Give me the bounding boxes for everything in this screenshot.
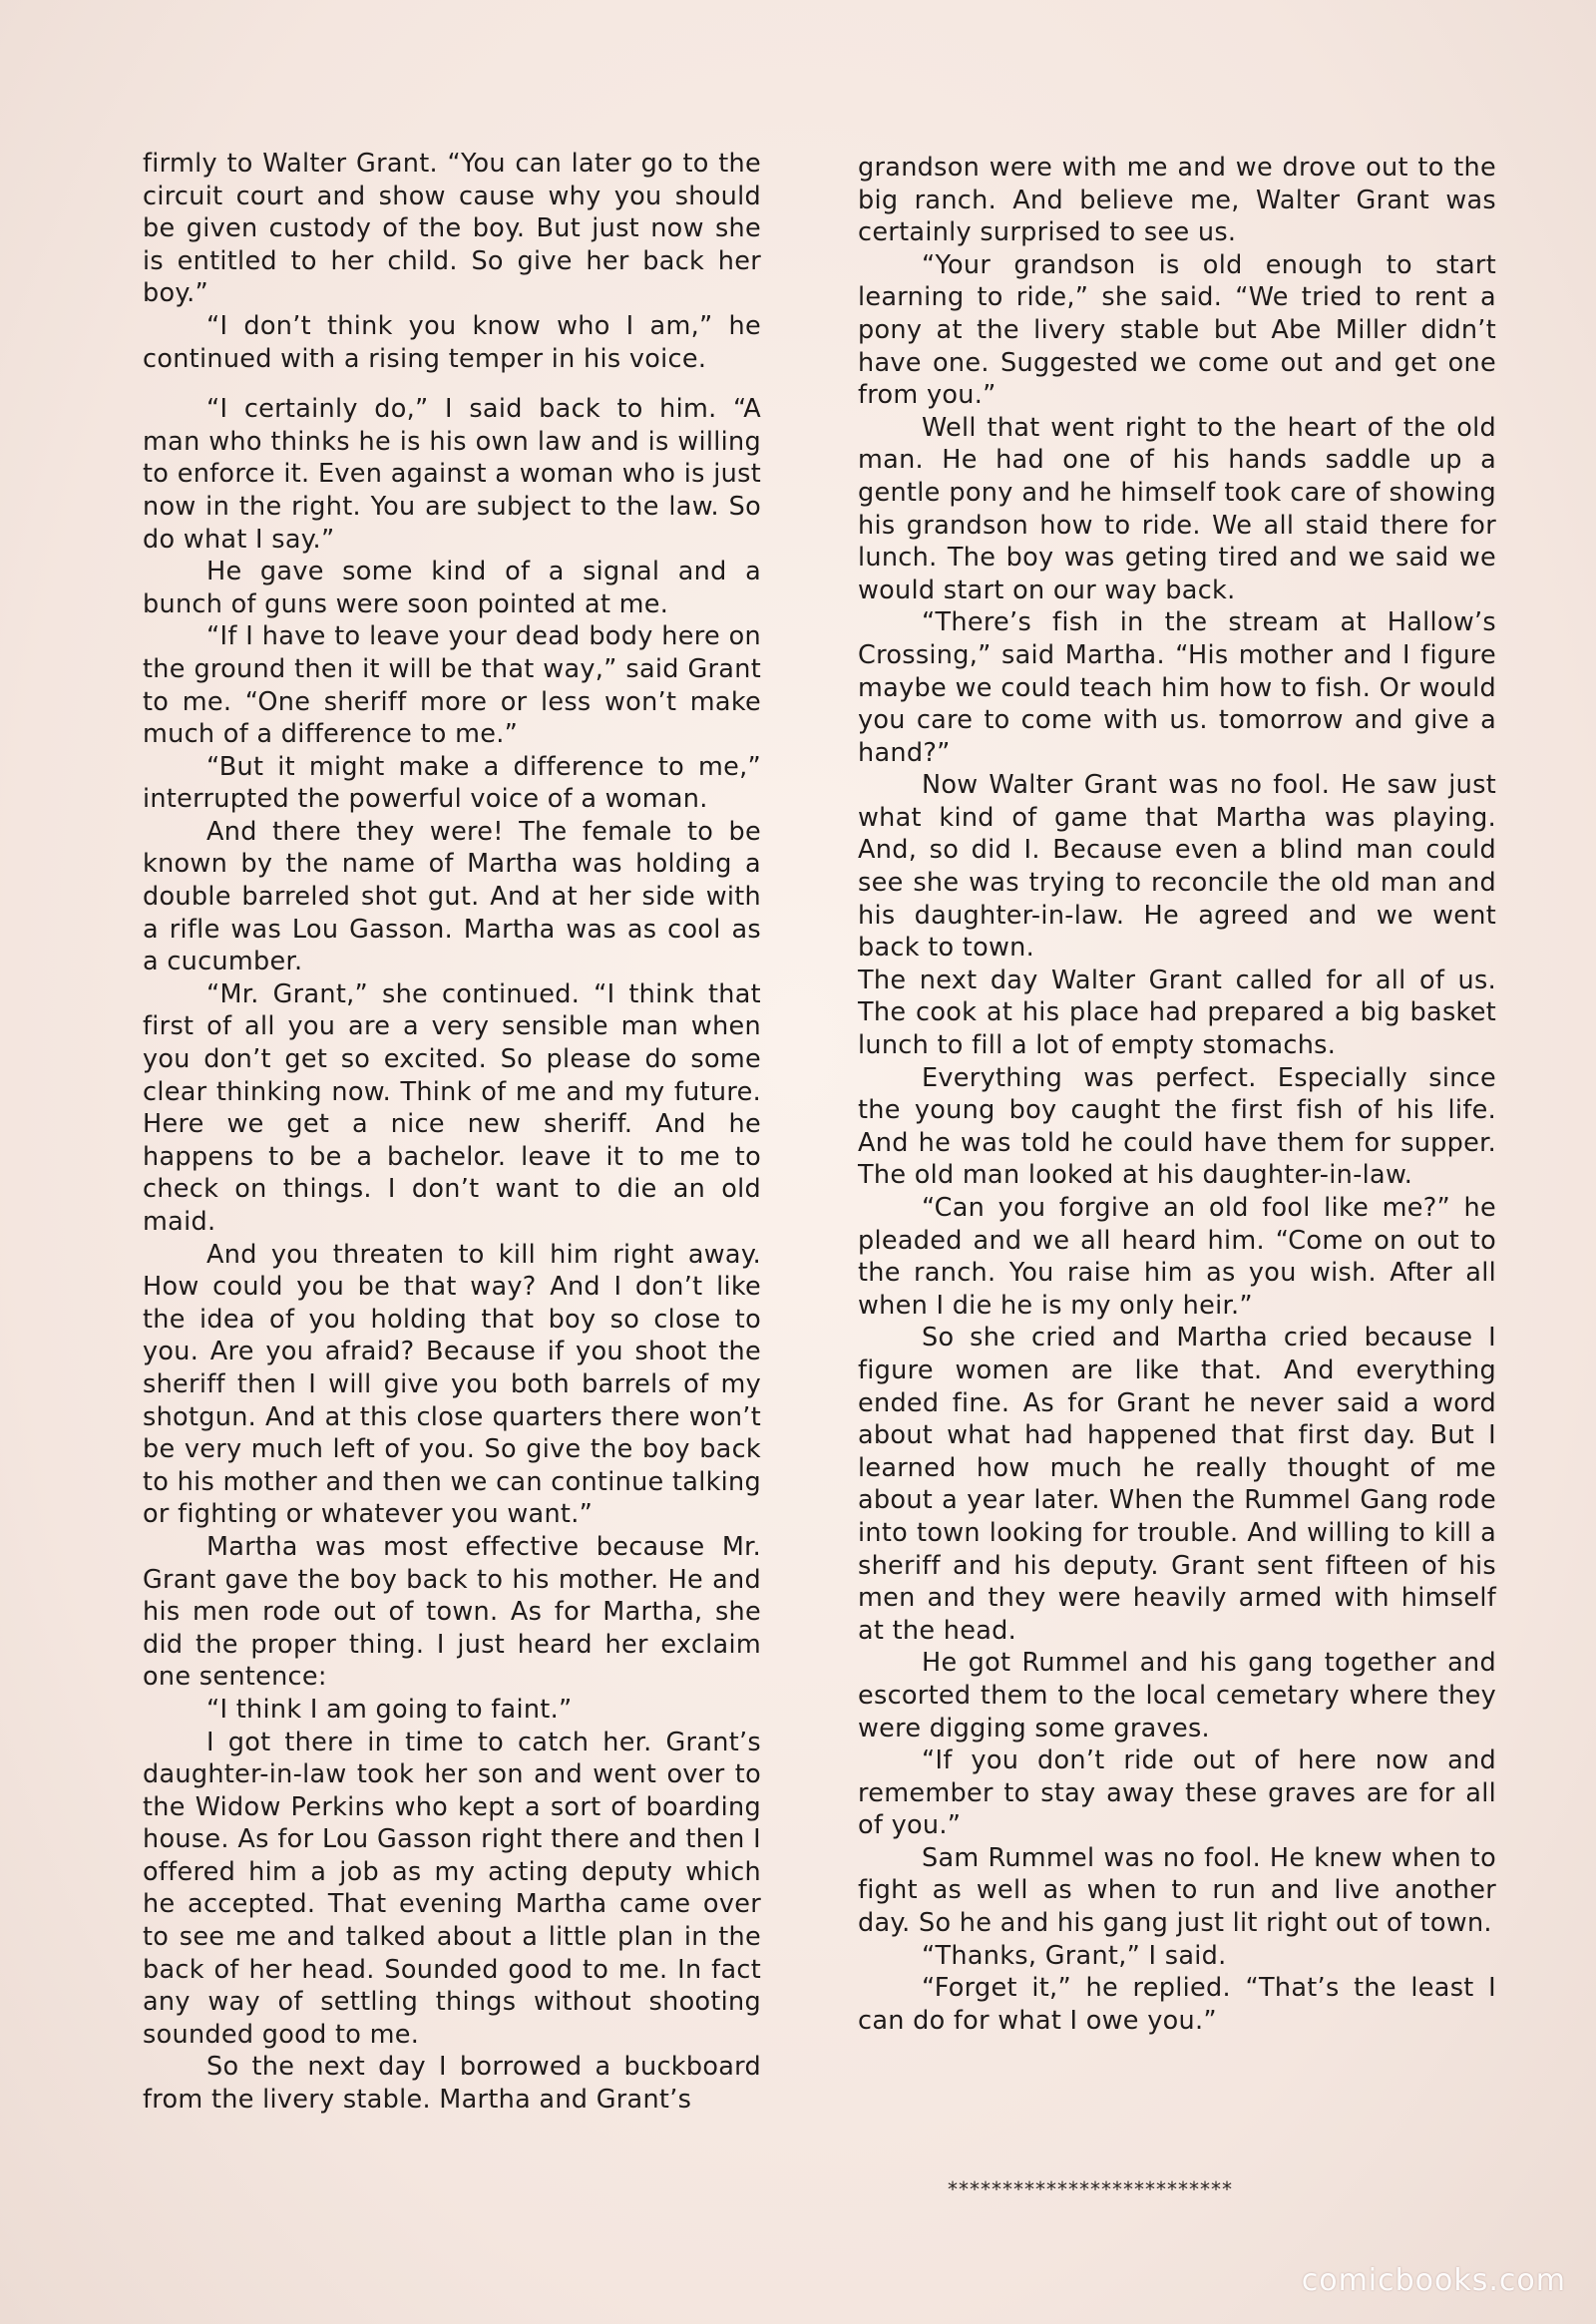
paragraph: Everything was perfect. Especially since the young boy caught the first fish of his life. And he was told he could have them for supper. The old man looked at his daughter-in-law. — [858, 1062, 1496, 1191]
paragraph: So she cried and Martha cried because I figure women are like that. And everything ended fine. As for Grant he never said a word about what had happened that first day. But I learned how much he really thought of me about a year later. When the Rummel Gang rode into town looking for trouble. And willing to kill a sheriff and his deputy. Grant sent fifteen of his men and they were heavily armed with himself at the head. — [858, 1323, 1496, 1646]
paragraph: And you threaten to kill him right away. How could you be that way? And I don’t like the idea of you holding that boy so close to you. Are you afraid? Because if you shoot the sheriff then I will give you both barrels of my shotgun. And at this close quarters there won’t be very much left of you. So give the boy back to his mother and then we can continue talking or fighting or whatever you want.” — [143, 1239, 761, 1530]
paragraph: firmly to Walter Grant. “You can later go to the circuit court and show cause why you should be given custody of the boy. But just now she is entitled to her child. So give her back her boy.” — [143, 149, 761, 309]
site-watermark: comicbooks.com — [1301, 2263, 1566, 2298]
paragraph: “I think I am going to faint.” — [206, 1694, 573, 1725]
paragraph: “If you don’t ride out of here now and remember to stay away these graves are for all of you.” — [858, 1745, 1496, 1841]
end-of-story-mark: ************************** — [948, 2177, 1233, 2201]
paragraph: And there they were! The female to be known by the name of Martha was holding a double barreled shot gut. And at her side with a rifle was Lou Gasson. Martha was as cool as a cucumber. — [143, 816, 761, 977]
right-text-column — [858, 152, 1496, 2037]
paragraph: “Mr. Grant,” she continued. “I think that first of all you are a very sensible man when you don’t get so excited. So please do some clear thinking now. Think of me and my future. Here we get a nice new sheriff. And he happens to be a bachelor. leave it to me to check on things. I don’t want to die an old maid. — [143, 978, 761, 1237]
paragraph: Now Walter Grant was no fool. He saw just what kind of game that Martha was playing. And, so did I. Because even a blind man could see she was trying to reconcile the old man and his daughter-in-law. He agreed and we went back to town. — [858, 770, 1496, 964]
paragraph: “But it might make a difference to me,” interrupted the powerful voice of a woman. — [143, 751, 761, 815]
paragraph: “Forget it,” he replied. “That’s the least I can do for what I owe you.” — [858, 1973, 1496, 2036]
paragraph: Well that went right to the heart of the old man. He had one of his hands saddle up a gentle pony and he himself took care of showing his grandson how to ride. We all staid there for lunch. The boy was geting tired and we said we would start on our way back. — [858, 412, 1496, 605]
paragraph: So the next day I borrowed a buckboard from the livery stable. Martha and Grant’s — [143, 2052, 761, 2116]
paragraph: “Can you forgive an old fool like me?” he pleaded and we all heard him. “Come on out to the ranch. You raise him as you wish. After all when I die he is my only heir.” — [858, 1193, 1496, 1321]
left-text-column — [143, 148, 761, 2117]
paragraph: “There’s fish in the stream at Hallow’s Crossing,” said Martha. “His mother and I figure maybe we could teach him how to fish. Or would you care to come with us. tomorrow and give a hand?” — [858, 607, 1496, 768]
paragraph: “Your grandson is old enough to start learning to ride,” she said. “We tried to rent a pony at the livery stable but Abe Miller didn’t have one. Suggested we come out and get one from you.” — [858, 249, 1496, 411]
paragraph: “I don’t think you know who I am,” he continued with a rising temper in his voice. — [143, 310, 761, 374]
paragraph: The next day Walter Grant called for all of us. The cook at his place had prepared a big basket lunch to fill a lot of empty stomachs. — [858, 965, 1496, 1061]
paragraph: Sam Rummel was no fool. He knew when to fight as well as when to run and live another day. So he and his gang just lit right out of town. — [858, 1842, 1496, 1939]
paragraph: grandson were with me and we drove out to the big ranch. And believe me, Walter Grant was certainly surprised to see us. — [858, 153, 1496, 248]
paragraph: “If I have to leave your dead body here on the ground then it will be that way,” said Grant to me. “One sheriff more or less won’t make much of a difference to me.” — [143, 621, 761, 750]
paragraph: He got Rummel and his gang together and escorted them to the local cemetary where they were digging some graves. — [858, 1648, 1496, 1743]
paragraph: Martha was most effective because Mr. Grant gave the boy back to his mother. He and his men rode out of town. As for Martha, she did the proper thing. I just heard her exclaim one sentence: — [143, 1531, 761, 1693]
paragraph: “I certainly do,” I said back to him. “A man who thinks he is his own law and is willing to enforce it. Even against a woman who is just now in the right. You are subject to the law. So do what I say.” — [143, 394, 761, 555]
paragraph: “Thanks, Grant,” I said. — [922, 1940, 1227, 1971]
paragraph: I got there in time to catch her. Grant’s daughter-in-law took her son and went over to the Widow Perkins who kept a sort of boarding house. As for Lou Gasson right there and then I offered him a job as my acting deputy which he accepted. That evening Martha came over to see me and talked about a little plan in the back of her head. Sounded good to me. In fact any way of settling things without shooting sounded good to me. — [143, 1727, 761, 2050]
paragraph: He gave some kind of a signal and a bunch of guns were soon pointed at me. — [143, 557, 761, 619]
